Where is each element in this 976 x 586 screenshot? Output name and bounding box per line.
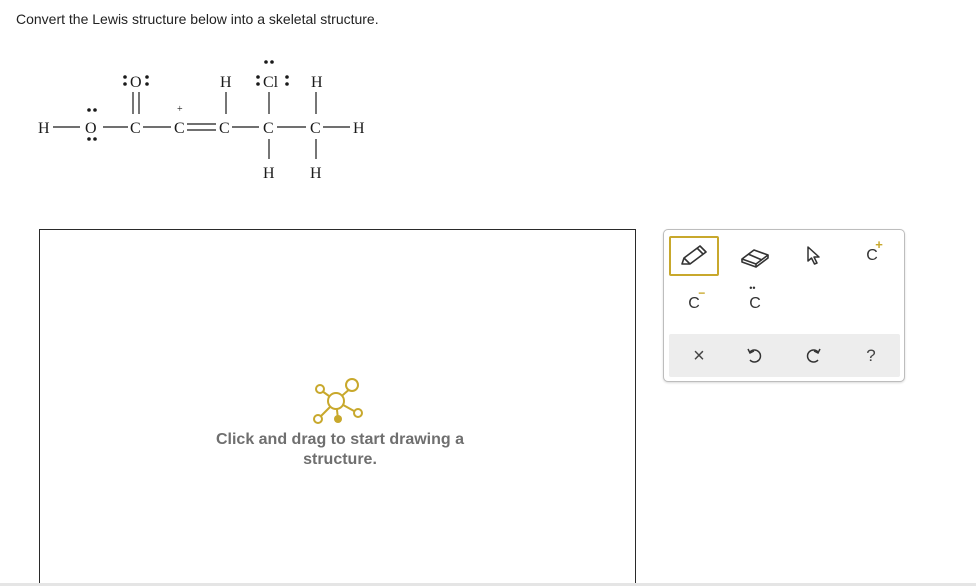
lone-pair-dot — [256, 75, 260, 79]
positive-charge-sign: + — [875, 237, 883, 252]
undo-button[interactable] — [730, 336, 780, 376]
lone-pair-icon — [749, 283, 761, 313]
action-bar — [669, 334, 900, 377]
atom-h-right: H — [353, 120, 365, 137]
pencil-icon — [676, 243, 712, 269]
atom-o-carbonyl: O — [130, 74, 142, 91]
select-tool-button[interactable] — [788, 236, 838, 276]
lone-pair-dot — [256, 82, 260, 86]
lone-pair-dot — [93, 137, 97, 141]
lone-pair-dot — [87, 137, 91, 141]
draw-tool-button[interactable] — [669, 236, 719, 276]
atom-cl: Cl — [263, 74, 279, 91]
positive-charge-atom: C — [866, 247, 878, 264]
lone-pair-dot — [87, 108, 91, 112]
question-prompt: Convert the Lewis structure below into a skeletal structure. — [16, 11, 379, 27]
eraser-icon — [738, 243, 772, 269]
molecule-icon — [308, 375, 372, 427]
lone-pair-atom: C — [749, 295, 761, 312]
lone-pair-dot — [93, 108, 97, 112]
positive-charge-tool-button[interactable] — [847, 236, 897, 276]
lone-pair-dot — [285, 82, 289, 86]
lone-pair-tool-button[interactable] — [730, 284, 780, 324]
atom-c1: C — [130, 120, 141, 137]
negative-charge-tool-button[interactable] — [669, 284, 719, 324]
lewis-structure — [30, 40, 390, 200]
lone-pair-dots: •• — [749, 283, 756, 293]
lone-pair-dot — [123, 82, 127, 86]
atom-h-bottom-c4: H — [263, 165, 275, 182]
lone-pair-dot — [145, 75, 149, 79]
lone-pair-dot — [285, 75, 289, 79]
redo-icon — [803, 346, 823, 366]
atom-o-hydroxyl: O — [85, 120, 97, 137]
redo-button[interactable] — [788, 336, 838, 376]
atom-h-top-c3: H — [220, 74, 232, 91]
undo-icon — [745, 346, 765, 366]
atom-c5: C — [310, 120, 321, 137]
drawing-canvas[interactable] — [39, 229, 636, 586]
atom-c2: C — [174, 120, 185, 137]
atom-h-bottom-c5: H — [310, 165, 322, 182]
canvas-hint: Click and drag to start drawing a structure. — [215, 431, 465, 468]
help-icon: ? — [866, 346, 876, 365]
help-button[interactable] — [846, 336, 896, 376]
atom-h-left: H — [38, 120, 50, 137]
lone-pair-dot — [145, 82, 149, 86]
eraser-tool-button[interactable] — [730, 236, 780, 276]
lone-pair-dot — [264, 60, 268, 64]
lone-pair-dot — [123, 75, 127, 79]
negative-charge-sign: − — [698, 286, 706, 300]
atom-c3: C — [219, 120, 230, 137]
atom-c4: C — [263, 120, 274, 137]
clear-button[interactable] — [674, 336, 724, 376]
atom-h-top-c5: H — [311, 74, 323, 91]
charge-label: + — [177, 104, 183, 115]
drawing-toolbar — [663, 229, 905, 382]
close-icon: × — [693, 344, 705, 367]
pointer-icon — [801, 243, 825, 269]
positive-charge-icon — [866, 237, 883, 265]
lone-pair-dot — [270, 60, 274, 64]
negative-charge-atom: C — [688, 295, 700, 312]
negative-charge-icon — [688, 286, 706, 313]
